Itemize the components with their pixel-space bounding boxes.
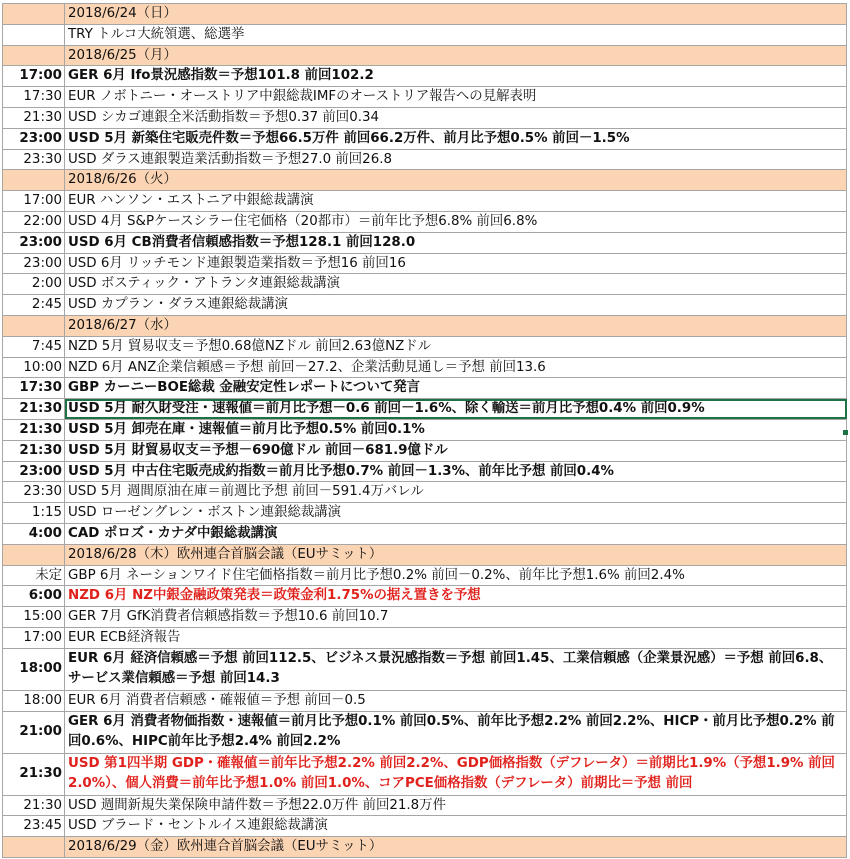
time-cell[interactable]: 1:15 [3,503,65,524]
time-cell[interactable]: 7:45 [3,336,65,357]
time-cell[interactable]: 18:00 [3,690,65,711]
event-row [3,503,847,524]
event-row [3,795,847,816]
event-cell[interactable]: USD 5月 耐久財受注・速報値＝前月比予想－0.6 前回－1.6%、除く輸送＝前月比予想0.4% 前回0.9% [65,399,847,420]
event-row [3,440,847,461]
event-cell[interactable]: EUR 6月 消費者信頼感・確報値＝予想 前回－0.5 [65,690,847,711]
event-cell[interactable]: USD 第1四半期 GDP・確報値＝前年比予想2.2% 前回2.2%、GDP価格指数（デフレータ）＝前期比1.9%（予想1.9% 前回2.0%）、個人消費＝前年比予想1.0% 前回1.0%、コアPCE価格指数（デフレータ）前期比＝予想 前回 [65,753,847,795]
time-cell[interactable]: 21:30 [3,440,65,461]
date-header-row [3,544,847,565]
time-cell[interactable]: 23:00 [3,253,65,274]
event-row [3,627,847,648]
event-cell[interactable]: USD カプラン・ダラス連銀総裁講演 [65,295,847,316]
event-row [3,648,847,690]
time-cell[interactable]: 10:00 [3,357,65,378]
event-cell[interactable]: NZD 6月 ANZ企業信頼感＝予想 前回－27.2、企業活動見通し＝予想 前回13.6 [65,357,847,378]
event-row [3,461,847,482]
event-cell[interactable]: USD シカゴ連銀全米活動指数＝予想0.37 前回0.34 [65,107,847,128]
time-cell[interactable]: 6:00 [3,586,65,607]
time-cell[interactable] [3,837,65,858]
event-row [3,753,847,795]
date-header-row [3,45,847,66]
time-cell[interactable]: 18:00 [3,648,65,690]
event-cell[interactable]: USD 6月 CB消費者信頼感指数＝予想128.1 前回128.0 [65,232,847,253]
event-cell[interactable]: USD ボスティック・アトランタ連銀総裁講演 [65,274,847,295]
time-cell[interactable] [3,170,65,191]
date-cell[interactable]: 2018/6/26（火） [65,170,847,191]
event-cell[interactable]: USD ローゼングレン・ボストン連銀総裁講演 [65,503,847,524]
event-cell[interactable]: EUR ノボトニー・オーストリア中銀総裁IMFのオーストリア報告への見解表明 [65,87,847,108]
event-cell[interactable]: USD ブラード・セントルイス連銀総裁講演 [65,816,847,837]
time-cell[interactable] [3,4,65,25]
event-cell[interactable]: GER 6月 消費者物価指数・速報値＝前月比予想0.1% 前回0.5%、前年比予想2.2% 前回2.2%、HICP・前月比予想0.2% 前回0.6%、HIPC前年比予想2.4% 前回2.2% [65,711,847,753]
event-cell[interactable]: EUR ECB経済報告 [65,627,847,648]
time-cell[interactable]: 15:00 [3,607,65,628]
time-cell[interactable] [3,45,65,66]
date-cell[interactable]: 2018/6/27（水） [65,315,847,336]
event-cell[interactable]: USD ダラス連銀製造業活動指数＝予想27.0 前回26.8 [65,149,847,170]
event-cell[interactable]: EUR ハンソン・エストニア中銀総裁講演 [65,191,847,212]
time-cell[interactable]: 21:30 [3,399,65,420]
economic-calendar-table [2,3,847,858]
time-cell[interactable]: 2:00 [3,274,65,295]
date-cell[interactable]: 2018/6/24（日） [65,4,847,25]
time-cell[interactable]: 未定 [3,565,65,586]
date-cell[interactable]: 2018/6/29（金）欧州連合首脳会議（EUサミット） [65,837,847,858]
event-row [3,107,847,128]
event-row [3,295,847,316]
date-header-row [3,315,847,336]
event-row [3,523,847,544]
time-cell[interactable] [3,24,65,45]
time-cell[interactable]: 17:00 [3,627,65,648]
event-cell[interactable]: CAD ポロズ・カナダ中銀総裁講演 [65,523,847,544]
time-cell[interactable]: 17:00 [3,66,65,87]
time-cell[interactable]: 23:30 [3,482,65,503]
time-cell[interactable]: 17:30 [3,378,65,399]
calendar-rows [3,4,847,858]
event-row [3,357,847,378]
event-row [3,378,847,399]
event-row [3,149,847,170]
event-row [3,690,847,711]
event-row [3,24,847,45]
time-cell[interactable]: 21:30 [3,107,65,128]
event-row [3,232,847,253]
event-cell[interactable]: NZD 6月 NZ中銀金融政策発表＝政策金利1.75%の据え置きを予想 [65,586,847,607]
time-cell[interactable]: 2:45 [3,295,65,316]
time-cell[interactable]: 21:30 [3,753,65,795]
date-header-row [3,170,847,191]
event-cell[interactable]: USD 4月 S&Pケースシラー住宅価格（20都市）＝前年比予想6.8% 前回6.8% [65,211,847,232]
event-cell[interactable]: NZD 5月 貿易収支＝予想0.68億NZドル 前回2.63億NZドル [65,336,847,357]
event-row [3,711,847,753]
event-cell[interactable]: USD 5月 中古住宅販売成約指数＝前月比予想0.7% 前回－1.3%、前年比予想 前回0.4% [65,461,847,482]
time-cell[interactable]: 21:00 [3,711,65,753]
event-cell[interactable]: TRY トルコ大統領選、総選挙 [65,24,847,45]
event-cell[interactable]: USD 5月 新築住宅販売件数＝予想66.5万件 前回66.2万件、前月比予想0.5% 前回－1.5% [65,128,847,149]
date-header-row [3,4,847,25]
event-row [3,191,847,212]
event-cell[interactable]: GBP 6月 ネーションワイド住宅価格指数＝前月比予想0.2% 前回－0.2%、前年比予想1.6% 前回2.4% [65,565,847,586]
time-cell[interactable]: 23:30 [3,149,65,170]
event-row [3,399,847,420]
event-cell[interactable]: USD 5月 財貿易収支＝予想－690億ドル 前回－681.9億ドル [65,440,847,461]
event-cell[interactable]: GER 6月 Ifo景況感指数＝予想101.8 前回102.2 [65,66,847,87]
time-cell[interactable]: 21:30 [3,795,65,816]
date-header-row [3,837,847,858]
time-cell[interactable] [3,315,65,336]
event-cell[interactable]: USD 週間新規失業保険申請件数＝予想22.0万件 前回21.8万件 [65,795,847,816]
time-cell[interactable]: 17:00 [3,191,65,212]
event-row [3,336,847,357]
event-row [3,586,847,607]
date-cell[interactable]: 2018/6/25（月） [65,45,847,66]
event-row [3,211,847,232]
time-cell[interactable]: 4:00 [3,523,65,544]
event-row [3,274,847,295]
event-cell[interactable]: EUR 6月 経済信頼感＝予想 前回112.5、ビジネス景況感指数＝予想 前回1.45、工業信頼感（企業景況感）＝予想 前回6.8、サービス業信頼感＝予想 前回14.3 [65,648,847,690]
time-cell[interactable]: 23:00 [3,128,65,149]
event-cell[interactable]: USD 6月 リッチモンド連銀製造業指数＝予想16 前回16 [65,253,847,274]
time-cell[interactable]: 22:00 [3,211,65,232]
event-row [3,66,847,87]
time-cell[interactable] [3,544,65,565]
event-row [3,419,847,440]
event-cell[interactable]: GER 7月 GfK消費者信頼感指数＝予想10.6 前回10.7 [65,607,847,628]
time-cell[interactable]: 23:00 [3,232,65,253]
time-cell[interactable]: 21:30 [3,419,65,440]
event-row [3,128,847,149]
time-cell[interactable]: 17:30 [3,87,65,108]
event-row [3,482,847,503]
event-row [3,607,847,628]
event-cell[interactable]: USD 5月 週間原油在庫＝前週比予想 前回－591.4万バレル [65,482,847,503]
event-row [3,816,847,837]
date-cell[interactable]: 2018/6/28（木）欧州連合首脳会議（EUサミット） [65,544,847,565]
event-cell[interactable]: GBP カーニーBOE総裁 金融安定性レポートについて発言 [65,378,847,399]
event-row [3,253,847,274]
event-row [3,565,847,586]
event-row [3,87,847,108]
event-cell[interactable]: USD 5月 卸売在庫・速報値＝前月比予想0.5% 前回0.1% [65,419,847,440]
time-cell[interactable]: 23:45 [3,816,65,837]
selection-fill-handle[interactable] [843,430,848,435]
time-cell[interactable]: 23:00 [3,461,65,482]
